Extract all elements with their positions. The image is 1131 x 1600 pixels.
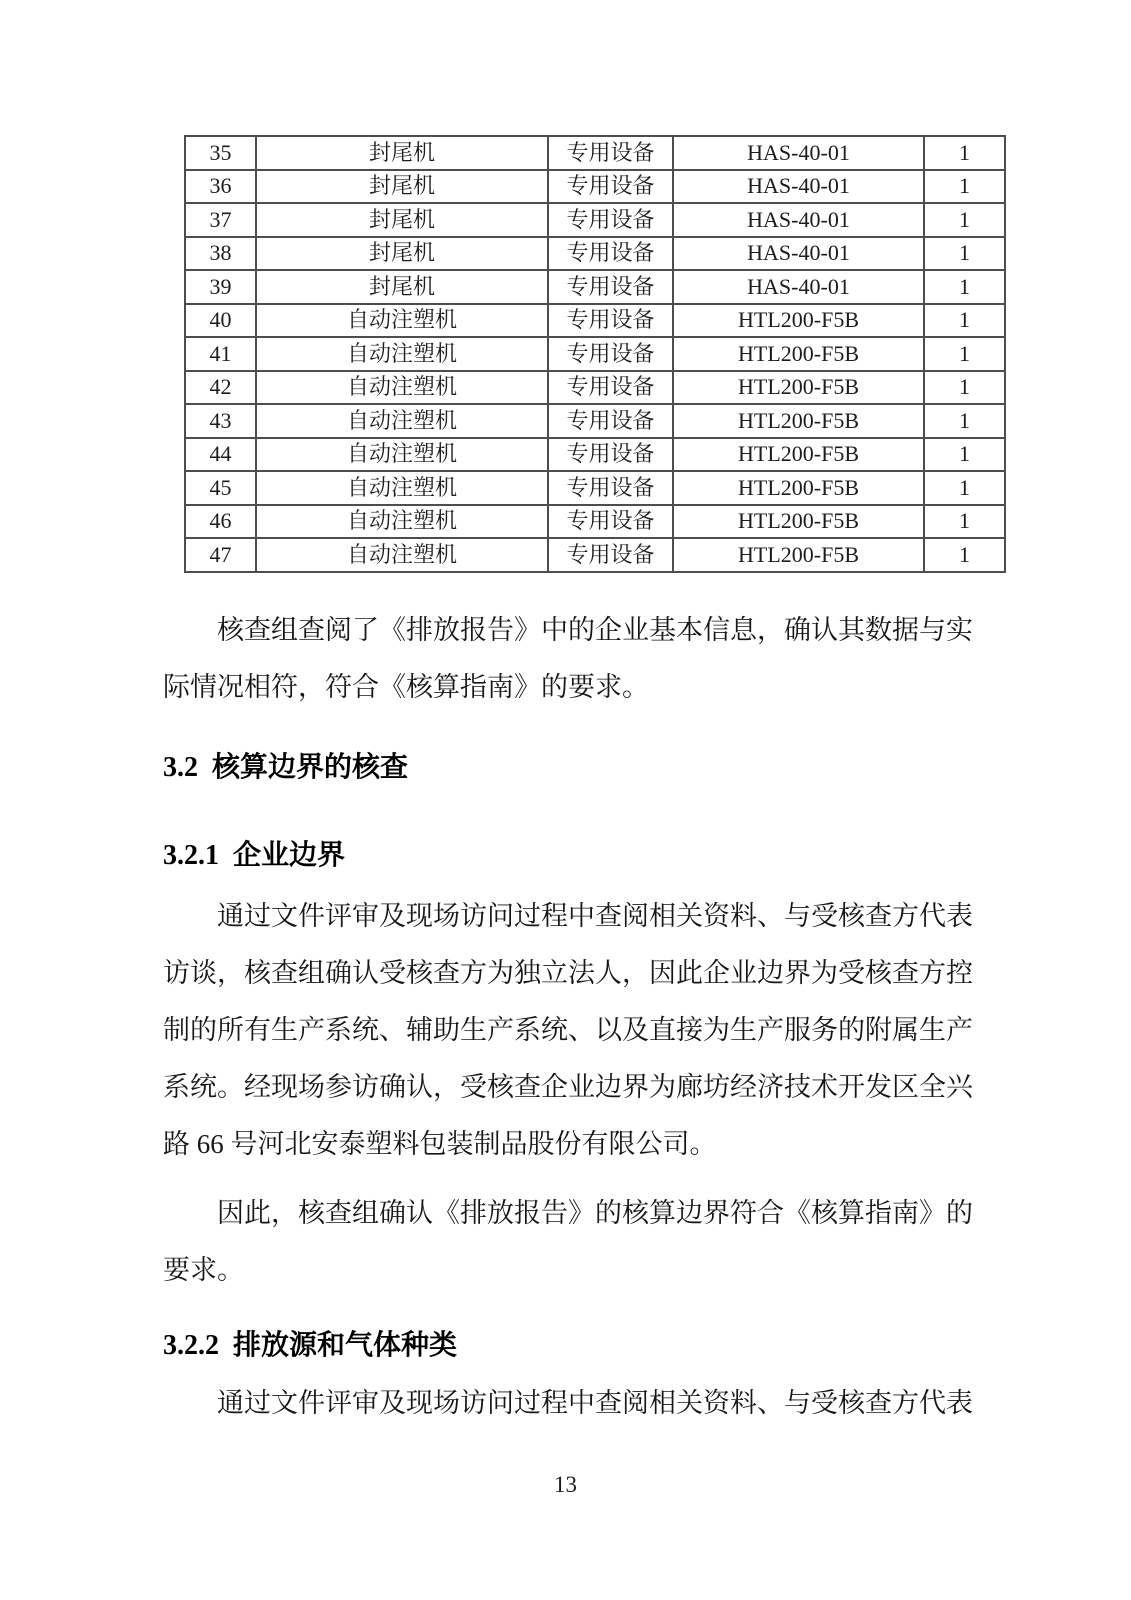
cell-equipment-type: 专用设备 [548,538,673,572]
equipment-table [184,135,1006,573]
heading-section-3-2-2: 3.2.2 排放源和气体种类 [163,1330,458,1361]
cell-quantity: 1 [924,471,1005,505]
cell-equipment-name: 封尾机 [256,270,548,304]
cell-equipment-type: 专用设备 [548,371,673,405]
paragraph-after-table [163,602,993,716]
table-row [185,471,1005,505]
paragraph-emission-sources [163,1375,993,1432]
cell-equipment-name: 封尾机 [256,136,548,170]
cell-equipment-name: 自动注塑机 [256,471,548,505]
text-line: 要求。 [163,1255,244,1285]
text-line: 路 66 号河北安泰塑料包装制品股份有限公司。 [163,1129,717,1159]
cell-quantity: 1 [924,136,1005,170]
cell-quantity: 1 [924,270,1005,304]
cell-model: HTL200-F5B [673,337,924,371]
cell-equipment-type: 专用设备 [548,304,673,338]
cell-equipment-name: 自动注塑机 [256,538,548,572]
cell-quantity: 1 [924,505,1005,539]
cell-row-number: 44 [185,438,256,472]
cell-equipment-type: 专用设备 [548,270,673,304]
cell-equipment-type: 专用设备 [548,404,673,438]
cell-model: HAS-40-01 [673,203,924,237]
cell-model: HAS-40-01 [673,270,924,304]
text-line: 访谈，核查组确认受核查方为独立法人，因此企业边界为受核查方控 [163,958,973,988]
table-row [185,203,1005,237]
cell-model: HTL200-F5B [673,371,924,405]
table-row [185,136,1005,170]
cell-quantity: 1 [924,203,1005,237]
cell-row-number: 45 [185,471,256,505]
cell-row-number: 39 [185,270,256,304]
table-row [185,304,1005,338]
cell-row-number: 47 [185,538,256,572]
page-number: 13 [554,1472,577,1497]
cell-row-number: 36 [185,170,256,204]
cell-equipment-type: 专用设备 [548,203,673,237]
cell-quantity: 1 [924,438,1005,472]
cell-equipment-type: 专用设备 [548,505,673,539]
cell-model: HAS-40-01 [673,170,924,204]
cell-model: HTL200-F5B [673,538,924,572]
cell-quantity: 1 [924,371,1005,405]
cell-quantity: 1 [924,237,1005,271]
table-row [185,170,1005,204]
paragraph-enterprise-boundary [163,888,993,1173]
cell-equipment-name: 自动注塑机 [256,438,548,472]
cell-model: HTL200-F5B [673,471,924,505]
cell-equipment-type: 专用设备 [548,438,673,472]
text-line: 核查组查阅了《排放报告》中的企业基本信息，确认其数据与实 [163,615,973,645]
cell-row-number: 40 [185,304,256,338]
paragraph-boundary-conclusion [163,1185,993,1299]
text-line: 制的所有生产系统、辅助生产系统、以及直接为生产服务的附属生产 [163,1015,973,1045]
cell-equipment-type: 专用设备 [548,337,673,371]
text-line: 通过文件评审及现场访问过程中查阅相关资料、与受核查方代表 [163,901,973,931]
text-line: 系统。经现场参访确认，受核查企业边界为廊坊经济技术开发区全兴 [163,1072,973,1102]
cell-equipment-type: 专用设备 [548,237,673,271]
cell-model: HTL200-F5B [673,304,924,338]
cell-row-number: 35 [185,136,256,170]
text-line: 因此，核查组确认《排放报告》的核算边界符合《核算指南》的 [163,1198,973,1228]
cell-quantity: 1 [924,404,1005,438]
cell-model: HTL200-F5B [673,404,924,438]
cell-equipment-name: 自动注塑机 [256,304,548,338]
table-row [185,371,1005,405]
table-row [185,505,1005,539]
cell-model: HTL200-F5B [673,438,924,472]
cell-equipment-name: 封尾机 [256,170,548,204]
cell-equipment-name: 自动注塑机 [256,505,548,539]
heading-section-3-2-1: 3.2.1 企业边界 [163,840,346,871]
cell-model: HAS-40-01 [673,237,924,271]
table-row [185,404,1005,438]
table-row [185,337,1005,371]
cell-equipment-name: 自动注塑机 [256,371,548,405]
cell-equipment-name: 封尾机 [256,237,548,271]
cell-row-number: 37 [185,203,256,237]
cell-equipment-type: 专用设备 [548,170,673,204]
table-row [185,438,1005,472]
table-row [185,538,1005,572]
text-line: 通过文件评审及现场访问过程中查阅相关资料、与受核查方代表 [163,1388,973,1418]
cell-row-number: 41 [185,337,256,371]
cell-equipment-type: 专用设备 [548,136,673,170]
cell-row-number: 46 [185,505,256,539]
cell-row-number: 43 [185,404,256,438]
cell-quantity: 1 [924,304,1005,338]
cell-model: HAS-40-01 [673,136,924,170]
table-row [185,237,1005,271]
cell-model: HTL200-F5B [673,505,924,539]
heading-section-3-2: 3.2 核算边界的核查 [163,752,409,783]
cell-quantity: 1 [924,170,1005,204]
cell-equipment-type: 专用设备 [548,471,673,505]
equipment-table-body [185,136,1005,572]
cell-quantity: 1 [924,337,1005,371]
cell-equipment-name: 自动注塑机 [256,404,548,438]
cell-equipment-name: 封尾机 [256,203,548,237]
table-row [185,270,1005,304]
text-line: 际情况相符，符合《核算指南》的要求。 [163,672,649,702]
cell-row-number: 42 [185,371,256,405]
cell-quantity: 1 [924,538,1005,572]
cell-equipment-name: 自动注塑机 [256,337,548,371]
cell-row-number: 38 [185,237,256,271]
